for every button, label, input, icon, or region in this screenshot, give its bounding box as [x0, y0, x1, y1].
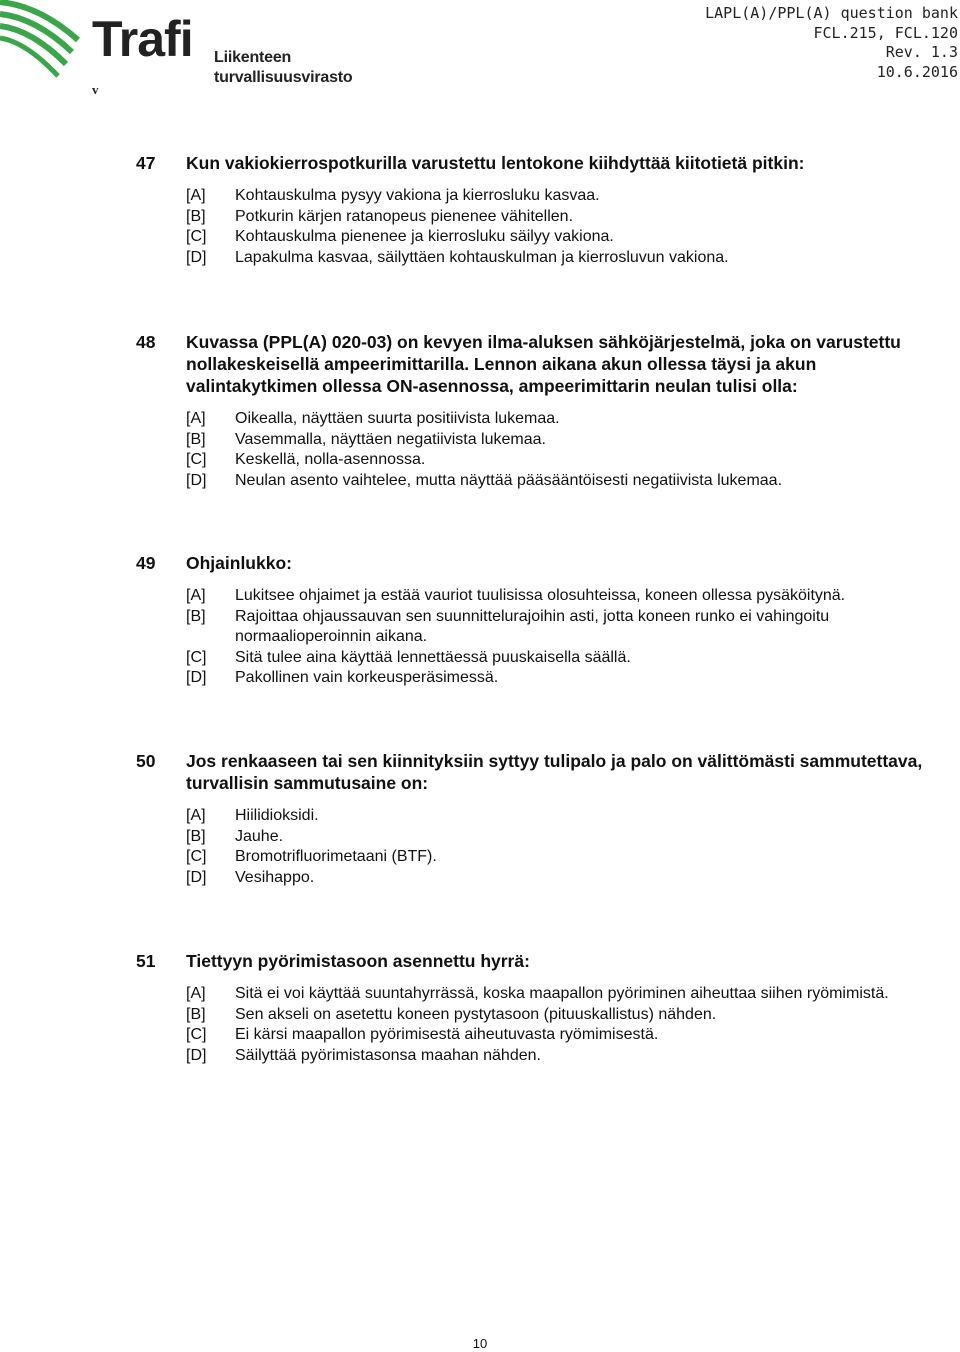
answer-text: Säilyttää pyörimistasonsa maahan nähden. [235, 1046, 541, 1064]
answer-list [186, 186, 926, 268]
answer-c [186, 847, 926, 868]
answer-key: [A] [186, 587, 206, 604]
answer-text: Pakollinen vain korkeusperäsimessä. [235, 669, 499, 686]
page-header [0, 0, 960, 110]
answer-b [186, 827, 926, 848]
answer-list [186, 984, 926, 1066]
doc-date: 10.6.2016 [876, 62, 958, 81]
question-number: 47 [136, 153, 156, 173]
answer-text: Vesihappo. [235, 868, 315, 886]
answer-d [186, 668, 926, 689]
answer-key: [A] [186, 187, 206, 204]
doc-regulation: FCL.215, FCL.120 [813, 23, 958, 42]
answer-key: [D] [186, 471, 207, 489]
question-text: Kun vakiokierrospotkurilla varustettu lentokone kiihdyttää kiitotietä pitkin: [186, 153, 805, 173]
answer-key: [B] [186, 827, 206, 845]
answer-a [186, 984, 926, 1005]
answer-text: Sen akseli on asetettu koneen pystytasoon (pituuskallistus) nähden. [235, 1005, 717, 1023]
logo-subtitle: Liikenteen turvallisuusvirasto [214, 49, 353, 86]
answer-key: [C] [186, 228, 207, 245]
answer-key: [B] [186, 430, 206, 448]
answer-text: Vasemmalla, näyttäen negatiivista lukemaa. [235, 430, 546, 448]
page-number: 10 [472, 1336, 488, 1351]
question-text: Tiettyyn pyörimistasoon asennettu hyrrä: [186, 951, 530, 971]
answer-key: [C] [186, 648, 207, 666]
answer-text: Kohtauskulma pienenee ja kierrosluku säilyy vakiona. [235, 228, 614, 245]
answer-b [186, 430, 926, 451]
answer-text: Sitä ei voi käyttää suuntahyrrässä, koska maapallon pyöriminen aiheuttaa siihen ryömimistä. [235, 985, 889, 1002]
answer-text: Oikealla, näyttäen suurta positiivista lukemaa. [235, 410, 560, 427]
logo-wordmark: Trafi [92, 11, 193, 67]
answer-text: Hiilidioksidi. [235, 807, 319, 824]
answer-d [186, 868, 926, 889]
answer-text: Lukitsee ohjaimet ja estää vauriot tuulisissa olosuhteissa, koneen ollessa pysäköitynä. [235, 587, 846, 604]
answer-a [186, 586, 926, 607]
document-info [705, 4, 958, 82]
answer-text: Neulan asento vaihtelee, mutta näyttää pääsääntöisesti negatiivista lukemaa. [235, 471, 783, 489]
question-number: 51 [136, 951, 156, 971]
answer-text: Keskellä, nolla-asennossa. [235, 451, 426, 468]
answer-c [186, 1025, 926, 1046]
answer-list [186, 806, 926, 888]
answer-key: [D] [186, 1046, 207, 1064]
answer-d [186, 248, 926, 269]
question-number: 48 [136, 332, 156, 352]
question-text: Ohjainlukko: [186, 553, 292, 573]
answer-d [186, 1046, 926, 1067]
answer-key: [D] [186, 248, 207, 266]
answer-b [186, 207, 926, 228]
trafi-swoosh-icon [0, 0, 90, 80]
doc-title: LAPL(A)/PPL(A) question bank [705, 4, 958, 22]
answer-key: [C] [186, 451, 207, 468]
trafi-logo [0, 0, 420, 86]
question-text: Jos renkaaseen tai sen kiinnityksiin syttyy tulipalo ja palo on välittömästi sammutettava, turvallisin sammutusaine on: [186, 751, 923, 793]
answer-key: [D] [186, 868, 207, 886]
answer-c [186, 648, 926, 669]
answer-text: Bromotrifluorimetaani (BTF). [235, 848, 437, 865]
question-number: 49 [136, 553, 156, 573]
answer-text: Potkurin kärjen ratanopeus pienenee vähitellen. [235, 207, 574, 225]
doc-revision: Rev. 1.3 [885, 43, 958, 61]
answer-text: Ei kärsi maapallon pyörimisestä aiheutuvasta ryömimisestä. [235, 1026, 659, 1043]
answer-key: [B] [186, 1005, 206, 1023]
question-text: Kuvassa (PPL(A) 020-03) on kevyen ilma-aluksen sähköjärjestelmä, joka on varustettu nollakeskeisellä ampeerimittarilla. Lennon aikana akun ollessa täysi ja akun valintakytkimen ollessa ON-asennossa, ampeerimittarin neulan tulisi olla: [186, 332, 901, 396]
answer-text: Rajoittaa ohjaussauvan sen suunnittelurajoihin asti, jotta koneen runko ei vahingoitu normaalioperoinnin aikana. [235, 607, 830, 645]
answer-list [186, 586, 926, 689]
answer-c [186, 450, 926, 471]
question-number: 50 [136, 751, 156, 771]
answer-key: [C] [186, 848, 207, 865]
answer-list [186, 409, 926, 491]
answer-c [186, 227, 926, 248]
answer-text: Kohtauskulma pysyy vakiona ja kierrosluku kasvaa. [235, 187, 600, 204]
answer-key: [C] [186, 1026, 207, 1043]
answer-a [186, 806, 926, 827]
answer-b [186, 1005, 926, 1026]
answer-key: [A] [186, 807, 206, 824]
header-mark: v [92, 82, 99, 97]
answer-text: Jauhe. [235, 827, 284, 845]
answer-text: Lapakulma kasvaa, säilyttäen kohtauskulman ja kierrosluvun vakiona. [235, 248, 729, 266]
answer-key: [A] [186, 985, 206, 1002]
answer-b [186, 607, 926, 648]
answer-a [186, 409, 926, 430]
answer-d [186, 471, 926, 492]
answer-a [186, 186, 926, 207]
answer-key: [D] [186, 669, 207, 686]
answer-key: [B] [186, 207, 206, 225]
answer-key: [B] [186, 607, 206, 625]
answer-key: [A] [186, 410, 206, 427]
answer-text: Sitä tulee aina käyttää lennettäessä puuskaisella säällä. [235, 648, 631, 666]
